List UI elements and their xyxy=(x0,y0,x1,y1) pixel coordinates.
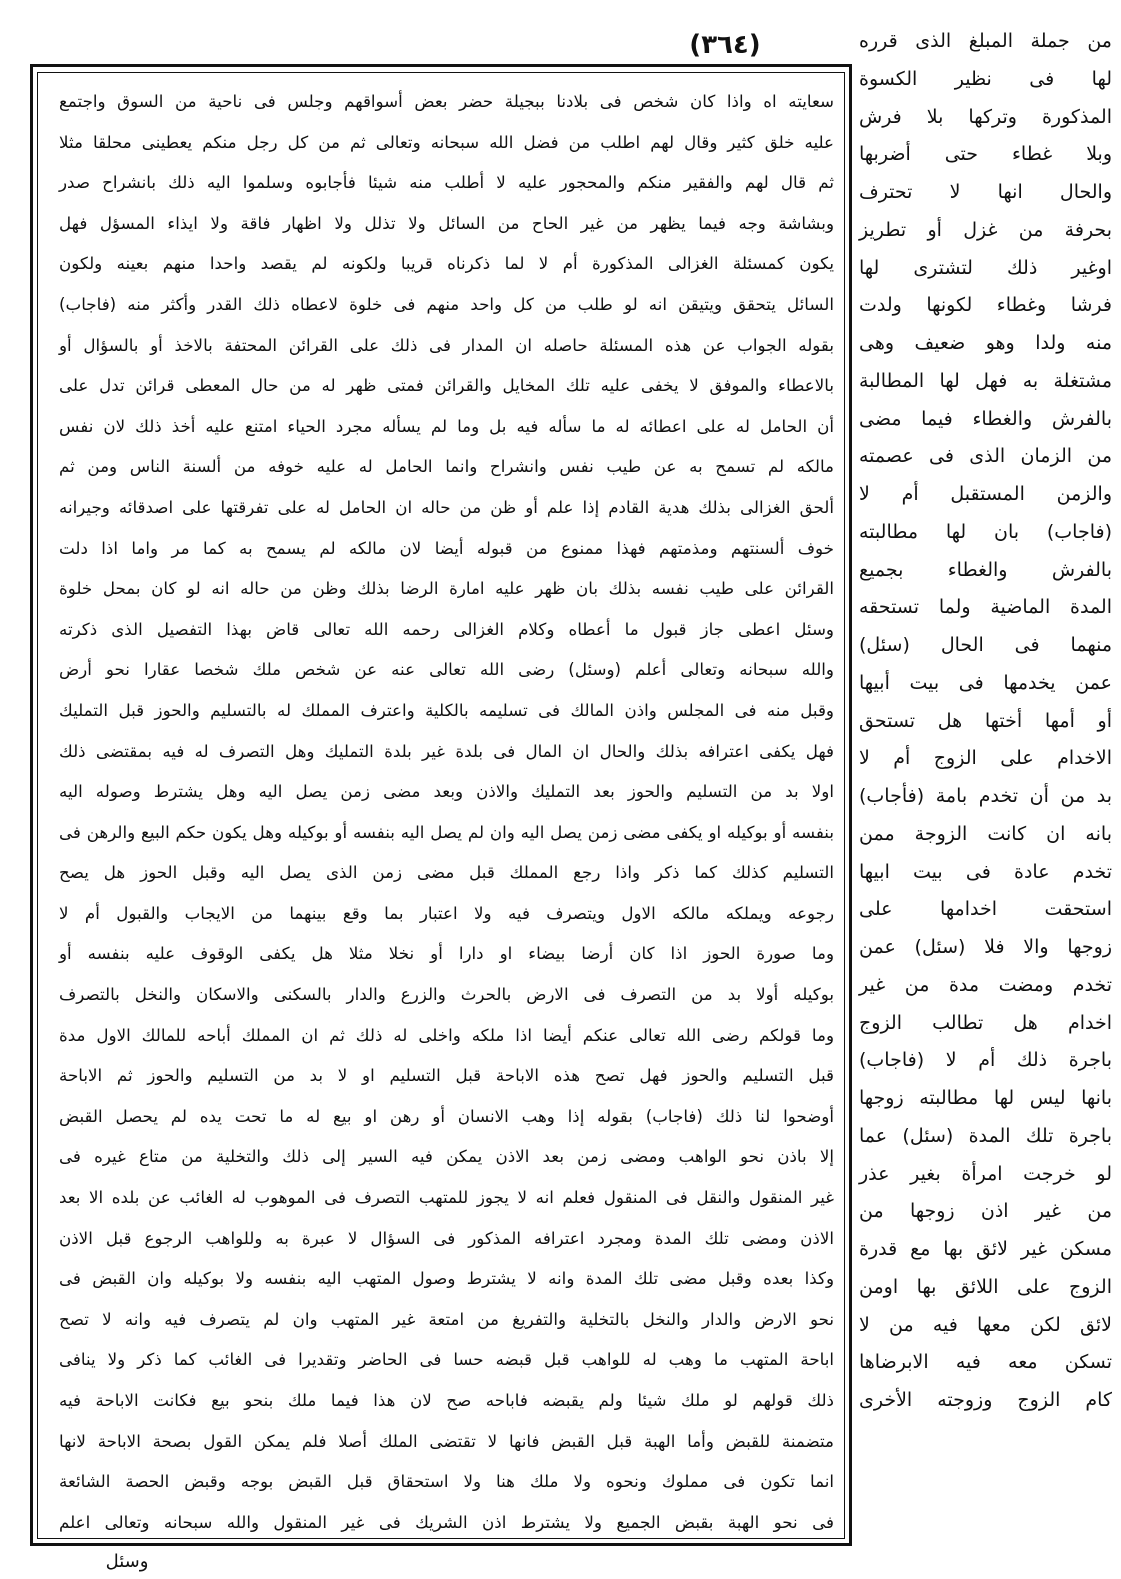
main-text-line: السائل يتحقق ويتيقن انه لو طلب من كل واحد منهم فى خلوة لاعطاه ذلك القدر وأكثر منه (فاجاب) xyxy=(59,294,834,314)
margin-text-line: استحقت اخدامها على xyxy=(859,898,1112,921)
main-text-line: وما قولكم رضى الله تعالى عنكم أيضا اذا ملكه واخلى له ذلك ثم ان المملك أباحه للمالك الاول مدة xyxy=(59,1025,834,1045)
margin-text-line: مشتغلة به فهل لها المطالبة xyxy=(859,369,1112,392)
main-text-line: غير المنقول والنقل فى المنقول فعلم انه لا يجوز للمتهب التصرف فى الموهوب له الغائب عن بلده الا بعد xyxy=(59,1188,834,1208)
main-text-line: بنفسه أو بوكيله او يكفى مضى زمن يصل اليه وان لم يصل اليه بنفسه أو بوكيله وهل يكون حكم البيع والرهن فى xyxy=(59,822,834,842)
margin-text-line: والحال انها لا تحترف xyxy=(859,181,1112,203)
margin-text-line: مسكن غير لائق بها مع قدرة xyxy=(859,1238,1112,1260)
margin-text-line: لها فى نظير الكسوة xyxy=(859,67,1112,90)
margin-text-line: المدة الماضية ولما تستحقه xyxy=(859,596,1112,619)
margin-text-line: تسكن معه فيه الابرضاها xyxy=(859,1351,1112,1374)
margin-text-line: المذكورة وتركها بلا فرش xyxy=(859,105,1112,128)
main-text-line: ذلك قولهم لو ملك شيئا ولم يقبضه فاباحه صح لان هذا فيما ملك بنحو بيع فكانت الاباحة فيه xyxy=(59,1391,834,1410)
main-text-line: سعايته اه واذا كان شخص فى بلادنا ببجيلة حضر بعض أسواقهم وجلس فى ناحية من السوق واجتمع xyxy=(59,92,834,111)
margin-text-line: أو أمها أختها هل تستحق xyxy=(859,709,1112,732)
margin-text-line: باجرة ذلك أم لا (فاجاب) xyxy=(859,1049,1112,1072)
margin-text-line: من جملة المبلغ الذى قرره xyxy=(859,30,1112,52)
margin-text-line: فرشا وغطاء لكونها ولدت xyxy=(859,294,1112,317)
main-text-line: وبشاشة وجه فيما يظهر من غير الحاح من السائل ولا تذلل ولا اظهار فاقة ولا ايذاء المسؤل فهل xyxy=(59,213,834,233)
main-text-line: القرائن على طيب نفسه بذلك بان ظهر عليه امارة الرضا بذلك وظن من حاله انه لو كان بمحل خلوة xyxy=(59,579,834,599)
main-text-line: خوف ألسنتهم ومذمتهم فهذا ممنوع من قبوله أيضا لان مالكه لم يسمح به كما مر واما اذا دلت xyxy=(59,538,834,558)
main-text-line: انما تكون فى مملوك ونحوه ولا ملك هنا ولا استحقاق قبل القبض بوجه وقبض الحصة الشائعة xyxy=(59,1472,834,1492)
margin-text-line: عمن يخدمها فى بيت أبيها xyxy=(859,671,1112,694)
main-text-line: إلا باذن نحو الواهب ومضى زمن بعد الاذن يمكن فيه السير إلى ذلك والتخلية من متاع غيره فى xyxy=(59,1147,834,1167)
main-text-line: رجوعه ويملكه مالكه الاول ويتصرف فيه ولا اعتبار بما وقع بينهما من الايجاب والقبول أم لا xyxy=(59,903,834,923)
margin-text-line: من غير اذن زوجها من xyxy=(859,1200,1112,1223)
margin-text-line: لائق لكن معها فيه من لا xyxy=(859,1313,1112,1336)
page-number: (٣٦٤) xyxy=(689,30,761,60)
margin-text-line: الزوج على اللائق بها اومن xyxy=(859,1275,1112,1298)
main-text-line: اباحة المتهب ما وهب له للواهب قبل قبضه حسا فى الحاضر وتقديرا فى الغائب كما ذكر ولا ينافى xyxy=(59,1350,834,1370)
margin-text-line: زوجها والا فلا (سئل) عمن xyxy=(859,936,1112,958)
margin-text-line: منهما فى الحال (سئل) xyxy=(859,634,1112,656)
main-text-line: ألحق الغزالى بذلك هدية القادم إذا علم أو ظن من حاله ان الحامل له على تفرقتها على اصدقائه وجيرانه xyxy=(59,497,834,517)
main-text-line: بوكيله أولا بد من التصرف فى الارض بالحرث والزرع والدار بالسكنى والاسكان والنخل بالتصرف xyxy=(59,985,834,1005)
main-text-line: وكذا بعده وقبل مضى تلك المدة وانه لا يشترط وصول المتهب اليه بنفسه ولا بوكيله وان القبض فى xyxy=(59,1269,834,1289)
main-text-line: الاذن ومضى تلك المدة ومجرد اعترافه المذكور فى السؤال لا عبرة به وللواهب الرجوع قبل الاذن xyxy=(59,1228,834,1248)
main-text-block xyxy=(58,82,834,1543)
margin-text-line: تخدم عادة فى بيت ابيها xyxy=(859,860,1112,883)
main-text-line: متضمنة للقبض وأما الهبة قبل القبض فانها لا تقتضى الملك أصلا فلم يمكن القول بصحة الاباحة لانها xyxy=(59,1431,834,1451)
main-text-line: وقبل منه فى المجلس واذن المالك فى تسليمه بالكلية واعترف المملك له بالتسليم والحوز قبل التمليك xyxy=(59,700,834,720)
margin-text-line: كام الزوج وزوجته الأخرى xyxy=(859,1389,1112,1411)
catchword: وسئل xyxy=(105,1551,149,1572)
main-text-line: بالاعطاء والموفق لا يخفى عليه تلك المخايل والقرائن فمتى ظهر له من حال المعطى قرائن تدل على xyxy=(59,376,834,396)
main-text-line: بقوله الجواب عن هذه المسئلة حاصله ان المدار فى ذلك على القرائن المحتفة بالاخذ أو بالسؤال أو xyxy=(59,335,834,355)
main-text-line: قبل التسليم والحوز فهل تصح هذه الاباحة قبل التسليم او لا بد من التسليم والحوز ثم الاباحة xyxy=(59,1066,834,1086)
margin-text-line: بالفرش والغطاء فيما مضى xyxy=(859,407,1112,430)
main-text-line: والله سبحانه وتعالى أعلم (وسئل) رضى الله تعالى عنه عن شخص ملك شخصا عقارا نحو أرض xyxy=(59,660,834,680)
main-text-line: عليه خلق كثير وقال لهم اطلب من فضل الله سبحانه وتعالى ثم من كل رجل منكم يعطينى محلقا مثلا xyxy=(59,132,834,152)
margin-text-line: باجرة تلك المدة (سئل) عما xyxy=(859,1124,1112,1147)
margin-text-line: بحرفة من غزل أو تطريز xyxy=(859,218,1112,241)
main-text-line: نحو الارض والدار والنخل بالتخلية والتفريغ من امتعة غير المتهب وان لم يتصرف فيه وانه لا تصح xyxy=(59,1309,834,1329)
margin-column xyxy=(858,23,1112,1420)
margin-text-line: اوغير ذلك لتشترى لها xyxy=(859,256,1112,279)
main-text-line: التسليم كذلك كما ذكر واذا رجع المملك قبل مضى زمن الذى يصل اليه وقبل الحوز هل يصح xyxy=(59,863,834,883)
margin-text-line: بانه ان كانت الزوجة ممن xyxy=(859,822,1112,845)
margin-text-line: الاخدام على الزوج أم لا xyxy=(859,747,1112,770)
margin-text-line: (فاجاب) بان لها مطالبته xyxy=(859,520,1112,543)
margin-text-line: لو خرجت امرأة بغير عذر xyxy=(859,1162,1112,1185)
main-text-line: ثم قال لهم والفقير منكم والمحجور عليه لا أطلب منه شيئا فأجابوه وسلموا اليه ذلك بانشراح صدر xyxy=(59,173,834,193)
margin-text-line: والزمن المستقبل أم لا xyxy=(859,483,1112,505)
main-text-line: وما صورة الحوز اذا كان أرضا بيضاء او دارا أو نخلا مثلا هل يكفى الوقوف عليه بنفسه أو xyxy=(59,944,834,964)
main-text-line: فهل يكفى اعترافه بذلك والحال ان المال فى بلدة غير بلدة التمليك وهل التصرف له فيه بمقتضى ذلك xyxy=(59,741,834,761)
margin-text-line: تخدم ومضت مدة من غير xyxy=(859,973,1112,996)
main-text-line: فى نحو الهبة بقبض الجميع ولا يشترط اذن الشريك فى غير المنقول والله سبحانه وتعالى اعلم xyxy=(59,1512,834,1532)
main-text-line: اولا بد من التسليم والحوز بعد التمليك والاذن وبعد مضى زمن يصل اليه وهل يشترط وصوله اليه xyxy=(59,782,834,802)
main-text-line: مالكه لم تسمح به عن طيب نفس وانشراح وانما الحامل له عليه خوفه من ألسنة الناس ومن ثم xyxy=(59,457,834,477)
main-text-line: يكون كمسئلة الغزالى المذكورة أم لا لما ذكرناه قريبا ولكونه لم يقصد واحدا منهم بعينه ولكون xyxy=(59,254,834,274)
main-text-line: أوضحوا لنا ذلك (فاجاب) بقوله إذا وهب الانسان أو رهن او بيع له ما تحت يده لم يحصل القبض xyxy=(59,1106,834,1126)
margin-text-line: بد من أن تخدم بامة (فأجاب) xyxy=(859,785,1112,807)
main-text-line: وسئل اعطى جاز قبول ما أعطاه وكلام الغزالى رحمه الله تعالى قاض بهذا التفصيل الذى ذكرته xyxy=(59,619,834,639)
margin-text-line: منه ولدا وهو ضعيف وهى xyxy=(859,332,1112,354)
margin-text-line: وبلا غطاء حتى أضربها xyxy=(859,143,1112,166)
margin-text-line: بانها ليس لها مطالبته زوجها xyxy=(859,1087,1112,1109)
margin-text-line: بالفرش والغطاء بجميع xyxy=(859,558,1112,581)
margin-text-line: اخدام هل تطالب الزوج xyxy=(859,1011,1112,1034)
main-text-line: أن الحامل له على اعطائه له ما سأله فيه بل وما لم يسأله مجرد الحياء امتنع عليه أخذ ذلك لان نفس xyxy=(59,416,834,436)
margin-text-line: من الزمان الذى فى عصمته xyxy=(859,445,1112,468)
